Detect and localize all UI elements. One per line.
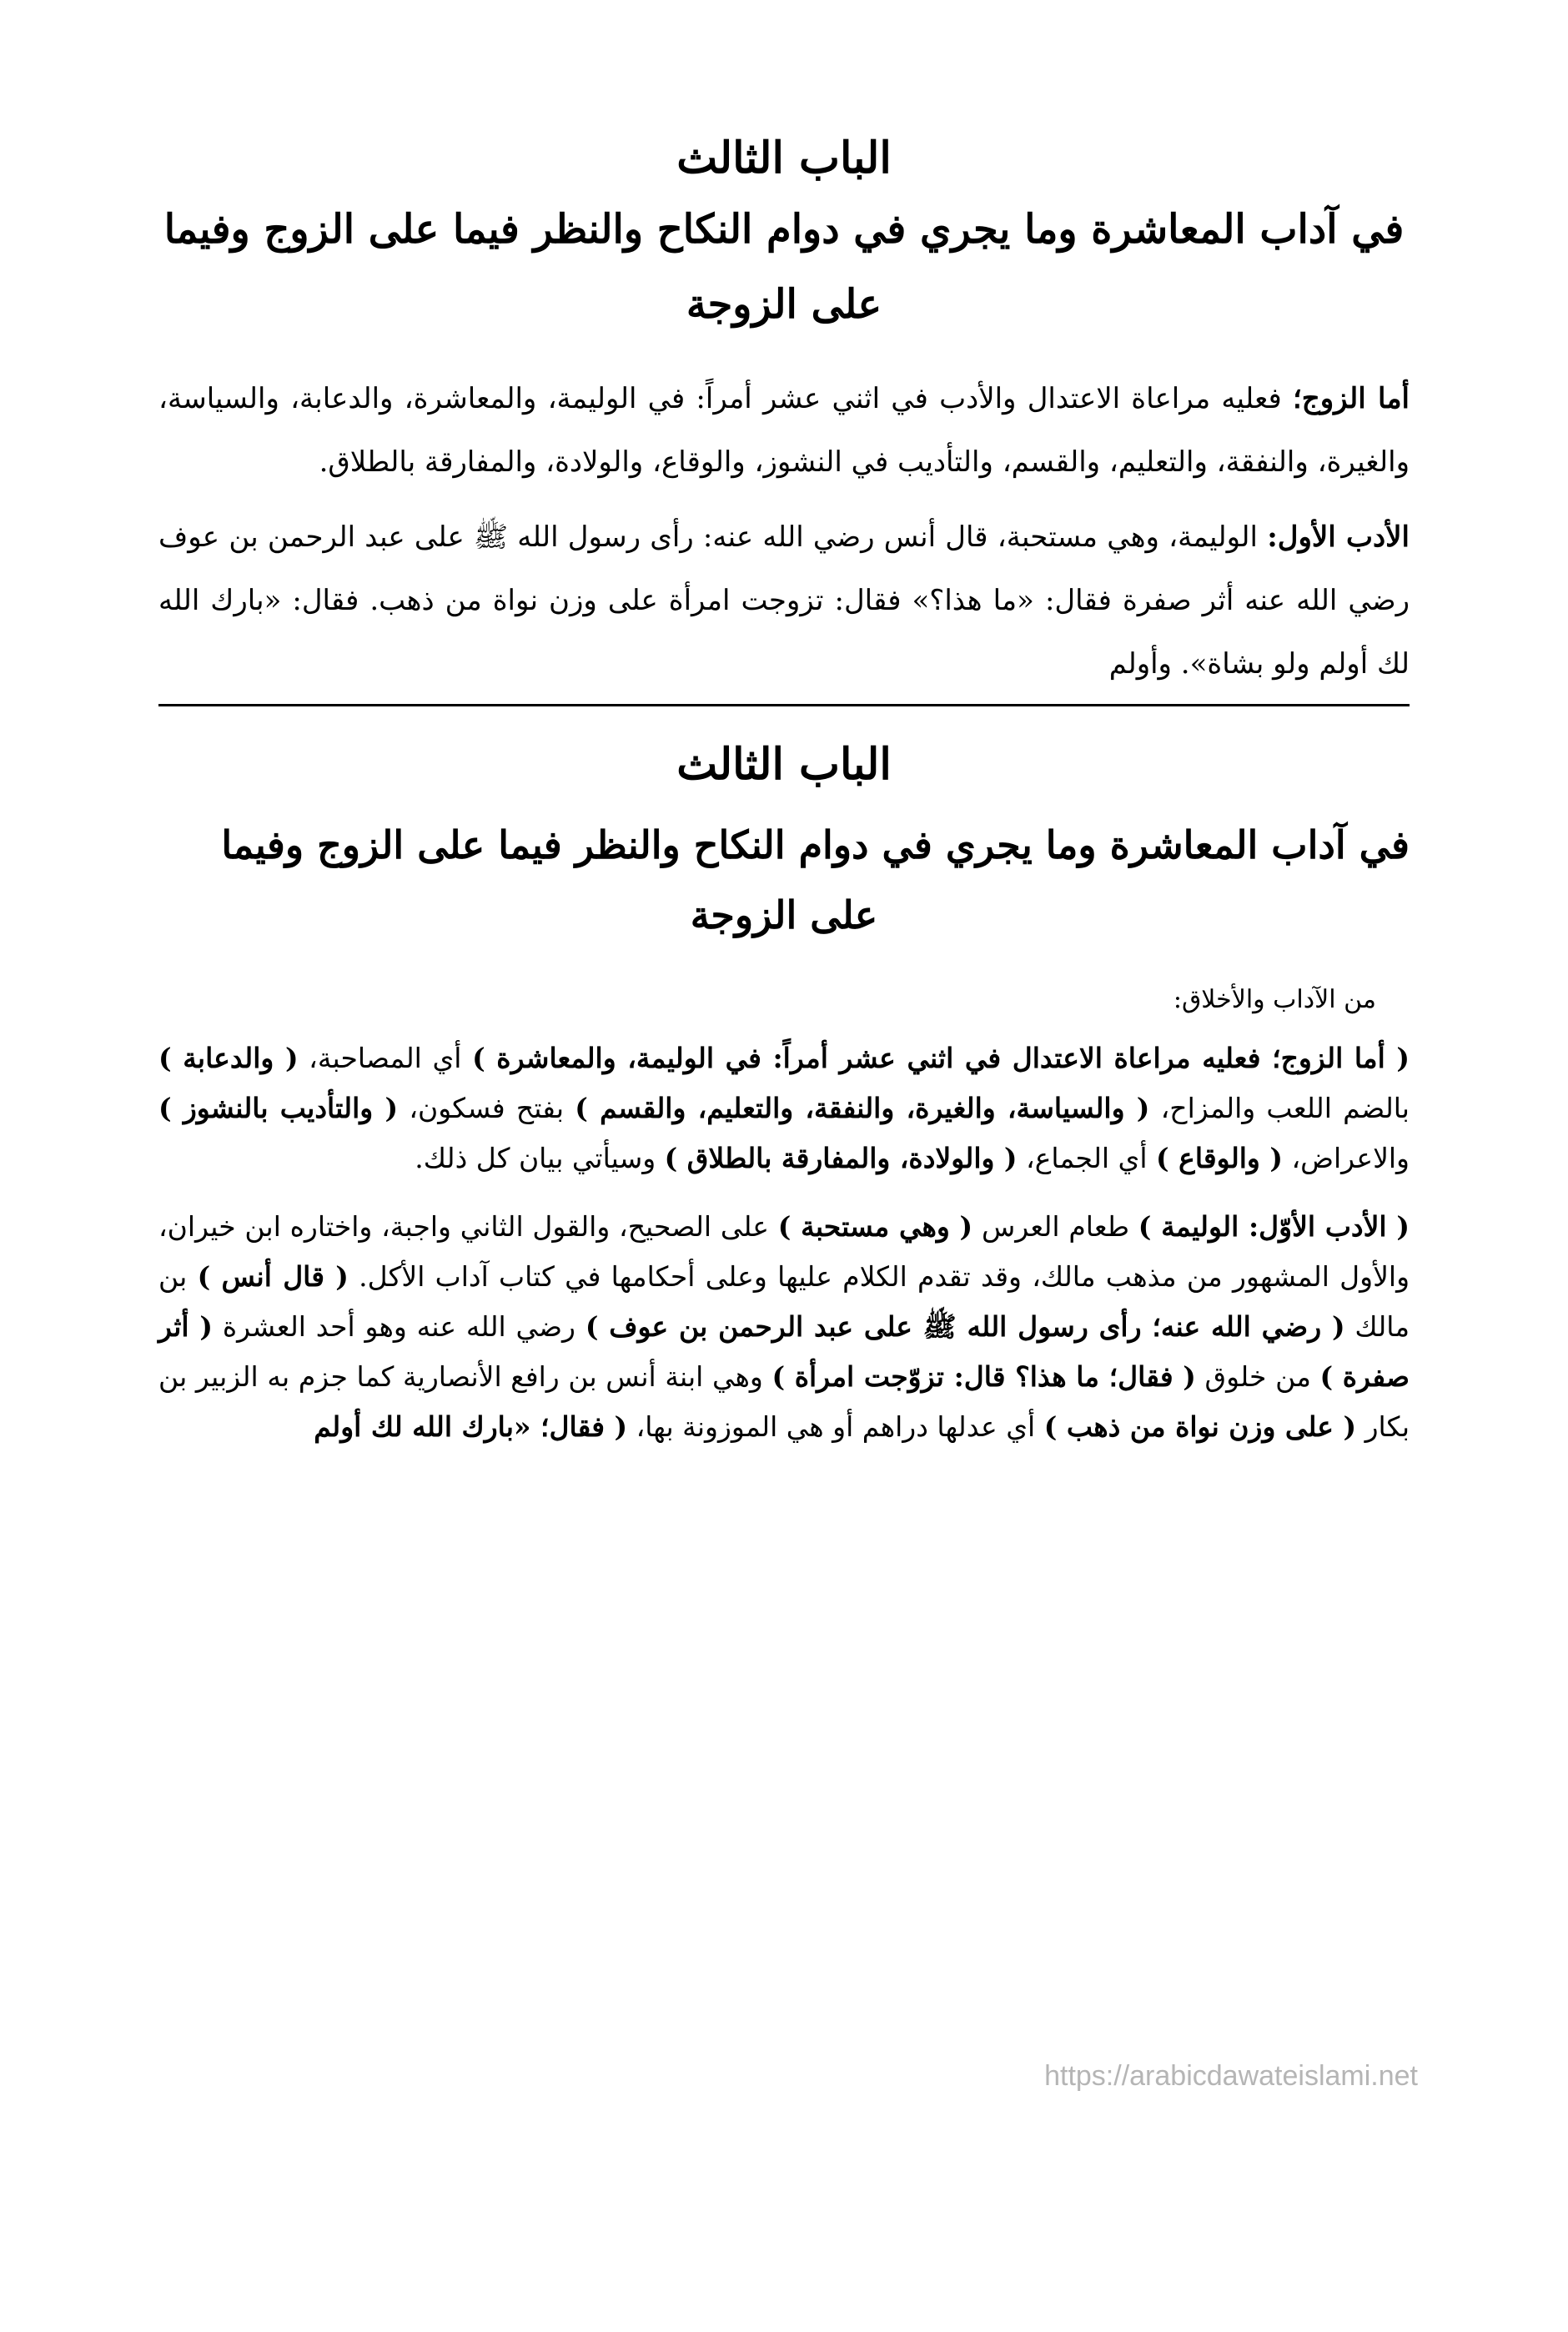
top-paragraph-husband-lead: أما الزوج؛ <box>1293 382 1410 415</box>
section-divider <box>158 704 1410 706</box>
matn-span: ( فقال؛ «بارك الله لك أولم <box>314 1410 628 1443</box>
matn-span: ( رضي الله عنه؛ رأى رسول الله ﷺ على عبد الرحمن بن عوف ) <box>585 1310 1345 1343</box>
matn-span: ( أثر صفرة ) <box>158 1310 1410 1393</box>
sharh-span: أي المصاحبة، <box>298 1042 473 1074</box>
sharh-span: أي عدلها دراهم أو هي الموزونة بها، <box>627 1410 1044 1443</box>
sharh-span: طعام العرس <box>972 1210 1138 1243</box>
matn-span: ( والسياسة، والغيرة، والنفقة، والتعليم، والقسم ) <box>575 1092 1150 1124</box>
sharh-span: أي الجماع، <box>1017 1142 1157 1174</box>
site-watermark: https://arabicdawateislami.net <box>1044 2060 1418 2092</box>
top-paragraph-first-etiquette-text: الوليمة، وهي مستحبة، قال أنس رضي الله عنه: رأى رسول الله ﷺ على عبد الرحمن بن عوف رضي الله عنه أثر صفرة فقال: «ما هذا؟» فقال: تزوجت امرأة على وزن نواة من ذهب. فقال: «بارك الله لك أولم ولو بشاة». وأولم <box>158 520 1410 681</box>
matn-span: ( والوقاع ) <box>1156 1142 1283 1174</box>
sharh-span: على الصحيح، والقول الثاني واجبة، واختاره ابن خيران، والأول المشهور من مذهب مالك، وقد تقدم الكلام عليها وعلى أحكامها في كتاب آداب الأكل. <box>158 1210 1410 1293</box>
book-page <box>158 125 1410 1452</box>
sharh-span: وهي ابنة أنس بن رافع الأنصارية كما جزم به الزبير بن بكار <box>158 1360 1410 1443</box>
top-chapter-subheading: في آداب المعاشرة وما يجري في دوام النكاح والنظر فيما على الزوج وفيما على الزوجة <box>163 206 1405 328</box>
matn-span: ( أما الزوج؛ فعليه مراعاة الاعتدال في اثني عشر أمراً: في الوليمة، والمعاشرة ) <box>472 1042 1410 1074</box>
top-paragraph-first-etiquette <box>158 505 1410 696</box>
top-paragraph-first-etiquette-lead: الأدب الأول: <box>1267 520 1410 554</box>
sharh-span: بفتح فسكون، <box>398 1092 575 1124</box>
sharh-span: رضي الله عنه وهو أحد العشرة <box>213 1310 585 1343</box>
top-paragraph-husband <box>158 367 1410 494</box>
commentary-intro: من الآداب والأخلاق: <box>1173 985 1376 1014</box>
matn-span: ( الأدب الأوّل: الوليمة ) <box>1138 1210 1410 1243</box>
matn-span: ( والولادة، والمفارقة بالطلاق ) <box>664 1142 1018 1174</box>
commentary-paragraph-first-etiquette <box>158 1202 1410 1452</box>
top-paragraph-husband-text: فعليه مراعاة الاعتدال والأدب في اثني عشر أمراً: في الوليمة، والمعاشرة، والدعابة، والسياسة، والغيرة، والنفقة، والتعليم، والقسم، والتأديب في النشوز، والوقاع، والولادة، والمفارقة بالطلاق. <box>158 382 1410 479</box>
sharh-span: بن مالك <box>158 1260 1410 1343</box>
sharh-span: بالضم اللعب والمزاح، <box>1149 1092 1410 1124</box>
matn-span: ( قال أنس ) <box>197 1260 349 1293</box>
sharh-span: من خلوق <box>1195 1360 1320 1393</box>
matn-span: ( والتأديب بالنشوز ) <box>158 1092 399 1124</box>
matn-span: ( والدعابة ) <box>158 1042 299 1074</box>
top-chapter-heading: الباب الثالث <box>676 133 892 183</box>
commentary-paragraph-husband <box>158 1033 1410 1184</box>
matn-span: ( وهي مستحبة ) <box>777 1210 973 1243</box>
matn-span: ( فقال؛ ما هذا؟ قال: تزوّجت امرأة ) <box>771 1360 1196 1393</box>
bottom-chapter-subheading: في آداب المعاشرة وما يجري في دوام النكاح والنظر فيما على الزوج وفيما على الزوجة <box>221 822 1410 937</box>
sharh-span: وسيأتي بيان كل ذلك. <box>415 1142 665 1174</box>
bottom-chapter-heading: الباب الثالث <box>676 739 892 790</box>
sharh-span: والاعراض، <box>1282 1142 1410 1174</box>
matn-span: ( على وزن نواة من ذهب ) <box>1043 1410 1357 1443</box>
